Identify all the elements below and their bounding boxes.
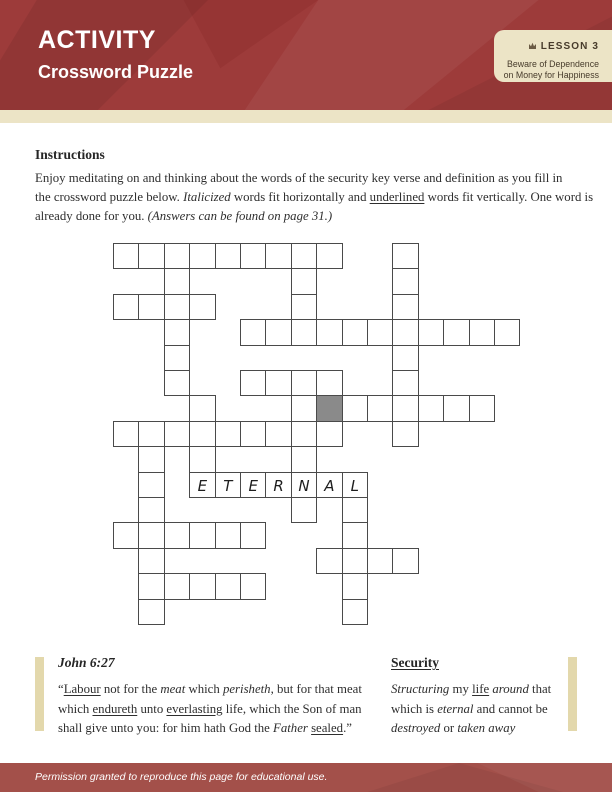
lesson-badge — [494, 30, 612, 82]
crossword-cell — [316, 421, 342, 447]
crossword-cell — [291, 294, 317, 320]
crossword-cell — [418, 395, 444, 421]
crossword-cell — [367, 395, 393, 421]
crossword-cell — [189, 522, 215, 548]
verse-text — [58, 680, 362, 739]
crossword-cell — [164, 319, 190, 345]
crossword-cell — [469, 395, 495, 421]
crossword-cell — [291, 370, 317, 396]
crossword-cell — [240, 522, 266, 548]
crossword-cell — [342, 599, 368, 625]
crossword-cell — [316, 243, 342, 269]
crossword-cell — [138, 446, 164, 472]
crossword-cell — [342, 573, 368, 599]
page-footer — [0, 763, 612, 792]
crossword-cell-letter: N — [291, 472, 317, 498]
crossword-cell — [164, 370, 190, 396]
crossword-cell-letter: E — [240, 472, 266, 498]
lesson-badge-subtitle — [494, 59, 599, 80]
crossword-cell-letter: R — [265, 472, 291, 498]
crossword-grid — [113, 243, 520, 625]
crossword-cell — [138, 243, 164, 269]
page-subtitle: Crossword Puzzle — [38, 62, 194, 82]
crossword-cell — [392, 421, 418, 447]
header-accent-band — [0, 110, 612, 123]
crossword-cell — [494, 319, 520, 345]
crossword-cell — [469, 319, 495, 345]
text-line: destroyed or taken away — [391, 721, 516, 735]
crossword-cell — [291, 268, 317, 294]
crossword-cell — [342, 522, 368, 548]
crossword-cell — [392, 319, 418, 345]
crossword-cell — [316, 370, 342, 396]
crossword-cell — [164, 522, 190, 548]
crossword-cell — [113, 522, 139, 548]
crossword-cell — [138, 599, 164, 625]
crossword-cell — [367, 548, 393, 574]
text-line: shall give unto you: for him hath God the Father sealed.” — [58, 721, 352, 735]
crossword-cell — [138, 497, 164, 523]
text-line: Enjoy meditating on and thinking about the words of the security key verse and definition as you fill in — [35, 171, 563, 185]
crossword-cell — [240, 421, 266, 447]
crossword-cell — [164, 294, 190, 320]
crossword-cell — [138, 294, 164, 320]
crossword-cell — [138, 548, 164, 574]
crossword-cell — [291, 421, 317, 447]
crossword-cell — [215, 421, 241, 447]
definition-text — [391, 680, 551, 739]
crossword-cell — [189, 395, 215, 421]
crossword-cell — [189, 294, 215, 320]
crossword-cell — [342, 319, 368, 345]
crossword-cell — [240, 573, 266, 599]
crossword-cell — [240, 243, 266, 269]
crossword-cell — [113, 294, 139, 320]
crossword-cell — [164, 421, 190, 447]
text-line: Structuring my life around that — [391, 682, 552, 696]
crossword-cell — [342, 548, 368, 574]
crossword-cell — [291, 497, 317, 523]
page-title: ACTIVITY — [38, 26, 156, 54]
crossword-cell — [189, 421, 215, 447]
definition-heading: Security — [391, 655, 439, 670]
definition-accent-bar — [568, 657, 577, 731]
lesson-badge-label: LESSON 3 — [540, 41, 599, 53]
verse-heading: John 6:27 — [58, 655, 115, 670]
crossword-cell — [291, 446, 317, 472]
text-line: which is eternal and cannot be — [391, 701, 548, 716]
crossword-cell — [138, 573, 164, 599]
crossword-cell — [164, 268, 190, 294]
crossword-cell — [291, 243, 317, 269]
crossword-cell — [138, 522, 164, 548]
lesson-icon — [528, 37, 537, 55]
crossword-cell — [189, 446, 215, 472]
crossword-cell — [240, 319, 266, 345]
crossword-cell — [265, 370, 291, 396]
crossword-cell — [215, 573, 241, 599]
text-line: already done for you. (Answers can be found on page 31.) — [35, 209, 333, 223]
crossword-cell — [443, 319, 469, 345]
crossword-cell — [392, 268, 418, 294]
crossword-cell — [164, 345, 190, 371]
text-line: which endureth unto everlasting life, which the Son of man — [58, 701, 362, 716]
lesson-badge-subtitle-line: Beware of Dependence — [507, 59, 599, 69]
crossword-cell — [215, 522, 241, 548]
crossword-cell — [342, 395, 368, 421]
crossword-cell — [392, 370, 418, 396]
crossword-cell — [392, 294, 418, 320]
crossword-cell-letter: T — [215, 472, 241, 498]
crossword-cell-letter: E — [189, 472, 215, 498]
instructions-heading: Instructions — [35, 147, 105, 162]
crossword-cell — [265, 421, 291, 447]
crossword-cell-shaded — [316, 395, 342, 421]
text-line: “Labour not for the meat which perisheth, but for that meat — [58, 682, 362, 696]
crossword-cell — [392, 243, 418, 269]
crossword-cell — [291, 395, 317, 421]
crossword-cell — [240, 370, 266, 396]
crossword-cell — [316, 548, 342, 574]
text-line: the crossword puzzle below. Italicized words fit horizontally and underlined words fit vertically. One word is — [35, 190, 594, 204]
instructions-paragraph — [35, 169, 594, 226]
crossword-cell — [138, 472, 164, 498]
crossword-cell — [164, 573, 190, 599]
crossword-cell — [367, 319, 393, 345]
crossword-cell — [392, 345, 418, 371]
crossword-cell — [189, 243, 215, 269]
crossword-cell — [215, 243, 241, 269]
crossword-cell — [113, 243, 139, 269]
crossword-cell — [265, 319, 291, 345]
crossword-cell — [392, 548, 418, 574]
crossword-cell — [443, 395, 469, 421]
crossword-cell — [418, 319, 444, 345]
lesson-badge-label-row — [494, 38, 599, 56]
crossword-cell-letter: A — [316, 472, 342, 498]
crossword-cell — [342, 497, 368, 523]
crossword-cell — [291, 319, 317, 345]
crossword-cell — [189, 573, 215, 599]
crossword-cell — [164, 243, 190, 269]
crossword-cell-letter: L — [342, 472, 368, 498]
crossword-cell — [316, 319, 342, 345]
verse-accent-bar — [35, 657, 44, 731]
crossword-cell — [265, 243, 291, 269]
footer-permission-text: Permission granted to reproduce this page for educational use. — [35, 771, 328, 783]
crossword-cell — [138, 421, 164, 447]
lesson-badge-subtitle-line: on Money for Happiness — [503, 69, 599, 80]
page-header — [0, 0, 612, 110]
crossword-cell — [392, 395, 418, 421]
crossword-cell — [113, 421, 139, 447]
